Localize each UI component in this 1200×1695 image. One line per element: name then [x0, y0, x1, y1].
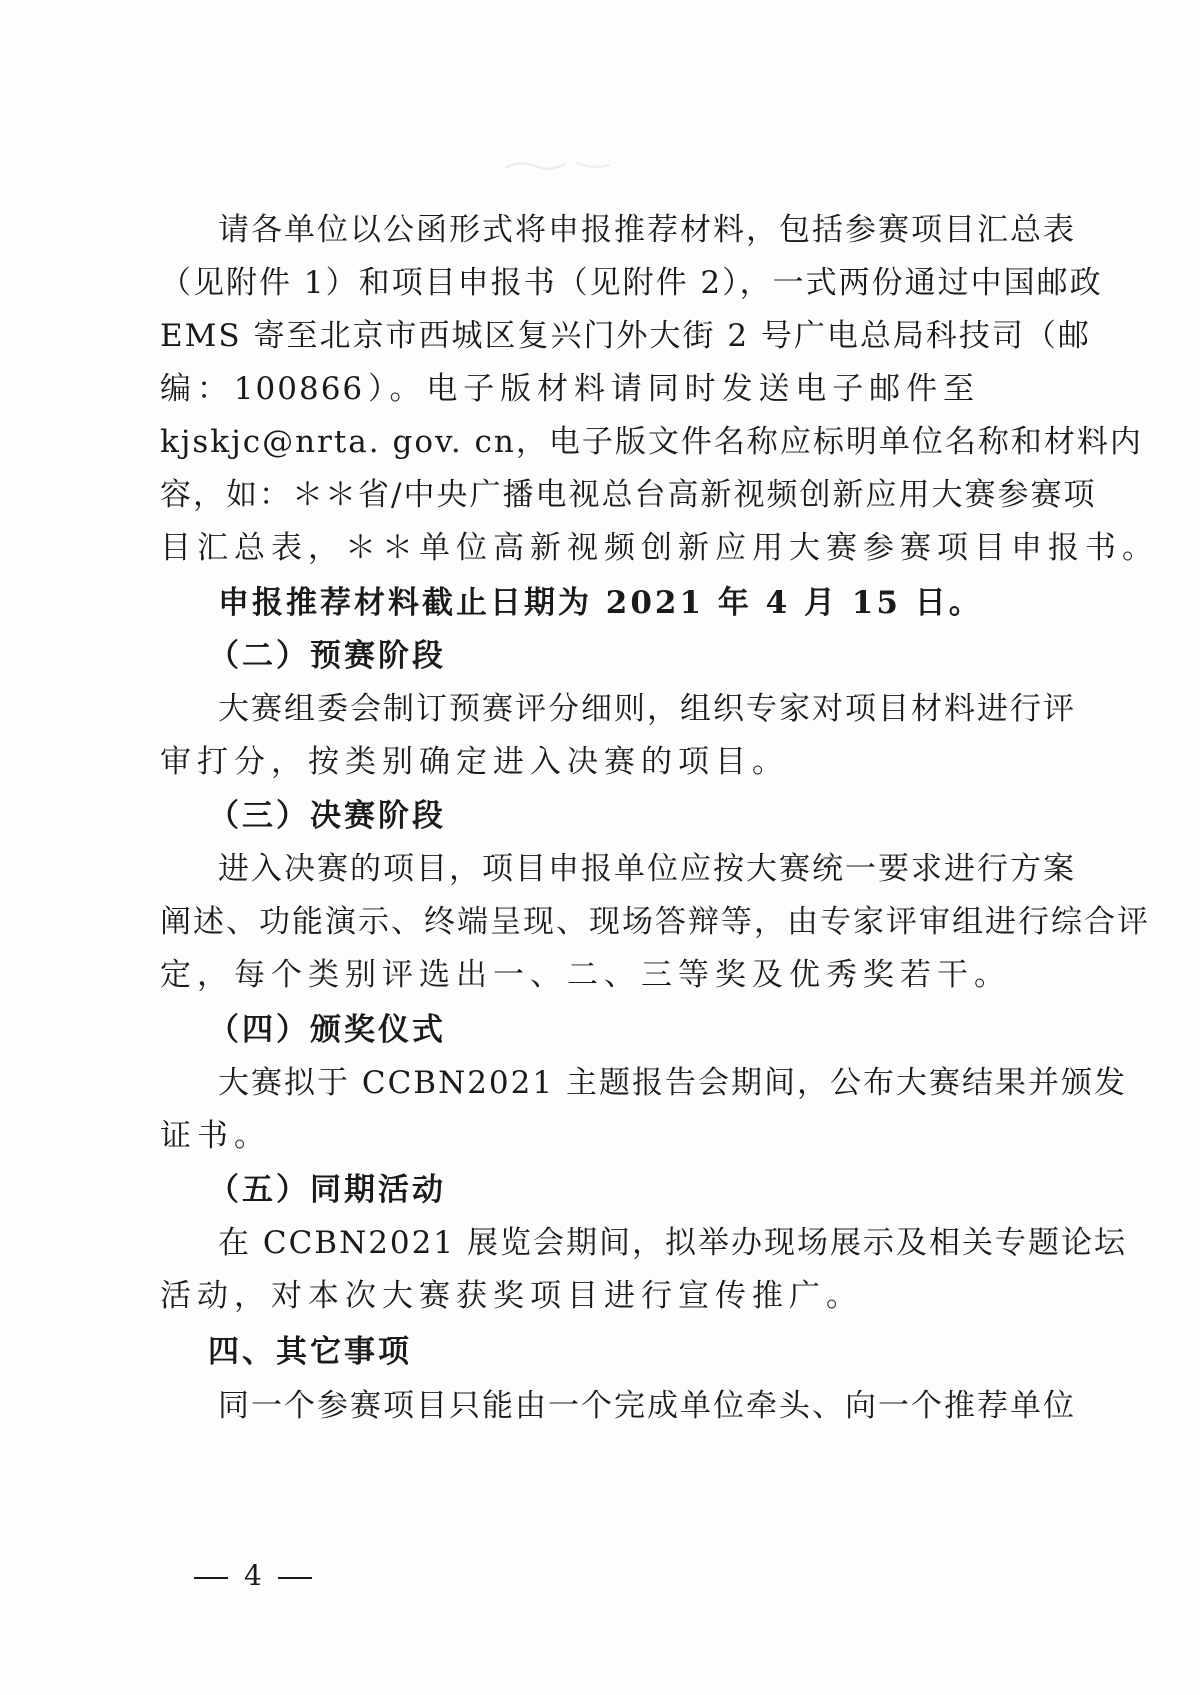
paragraph-line: 证书。 [160, 1118, 271, 1154]
paragraph-line: 进入决赛的项目，项目申报单位应按大赛统一要求进行方案 [218, 851, 1076, 887]
paragraph-line: 编：100866）。电子版材料请同时发送电子邮件至 [160, 371, 976, 407]
paragraph-line: （见附件 1）和项目申报书（见附件 2），一式两份通过中国邮政 [160, 265, 1103, 301]
paragraph-line: 请各单位以公函形式将申报推荐材料，包括参赛项目汇总表 [218, 212, 1076, 248]
paragraph-line: 阐述、功能演示、终端呈现、现场答辩等，由专家评审组进行综合评 [160, 904, 1150, 940]
paragraph-line: 活动，对本次大赛获奖项目进行宣传推广。 [160, 1278, 863, 1314]
paragraph-line: 大赛拟于 CCBN2021 主题报告会期间，公布大赛结果并颁发 [218, 1065, 1127, 1101]
paragraph-line: 在 CCBN2021 展览会期间，拟举办现场展示及相关专题论坛 [218, 1225, 1127, 1261]
paragraph-line: 同一个参赛项目只能由一个完成单位牵头、向一个推荐单位 [218, 1388, 1076, 1424]
part-heading: 四、其它事项 [208, 1334, 412, 1370]
footer-dash-left [194, 1577, 228, 1579]
paragraph-line: 大赛组委会制订预赛评分细则，组织专家对项目材料进行评 [218, 691, 1076, 727]
paragraph-line: EMS 寄至北京市西城区复兴门外大街 2 号广电总局科技司（邮 [160, 318, 1091, 354]
paragraph-line: 定，每个类别评选出一、二、三等奖及优秀奖若干。 [160, 957, 1011, 993]
paragraph-line: 容，如：＊＊省/中央广播电视总台高新视频创新应用大赛参赛项 [160, 477, 1097, 513]
scan-artifact [500, 150, 620, 180]
deadline-statement: 申报推荐材料截止日期为 2021 年 4 月 15 日。 [218, 585, 983, 621]
paragraph-line: 审打分，按类别确定进入决赛的项目。 [160, 744, 789, 780]
page-number-footer [178, 1556, 328, 1596]
paragraph-line: kjskjc@nrta. gov. cn，电子版文件名称应标明单位名称和材料内 [160, 424, 1143, 460]
paragraph-line: 目汇总表，＊＊单位高新视频创新应用大赛参赛项目申报书。 [160, 530, 1159, 566]
section-heading: （三）决赛阶段 [208, 798, 446, 834]
footer-dash-right [278, 1577, 312, 1579]
section-heading: （四）颁奖仪式 [208, 1012, 446, 1048]
section-heading: （二）预赛阶段 [208, 638, 446, 674]
page-number: 4 [244, 1559, 262, 1592]
section-heading: （五）同期活动 [208, 1172, 446, 1208]
